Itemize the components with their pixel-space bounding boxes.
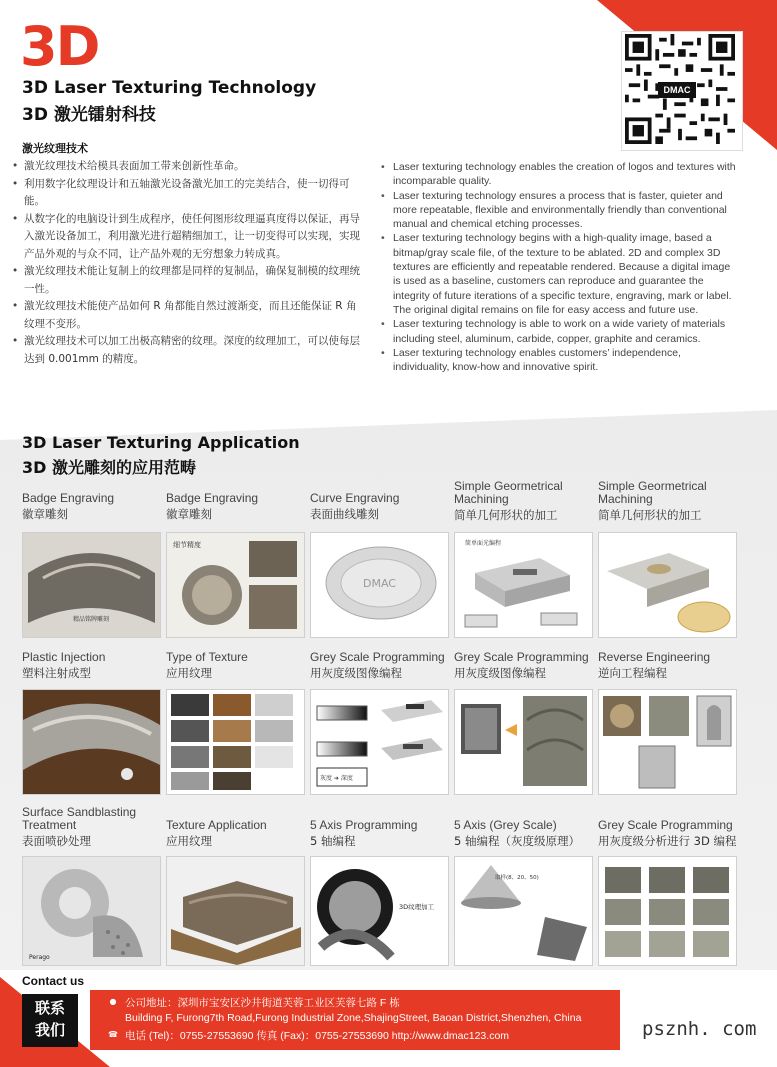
list-item: • Laser texturing technology is able to work on a wide variety of materials including steel, aluminum, carbide, copper, graphite and ceramics.: [380, 317, 740, 346]
card-title-cn: 塑料注射成型: [22, 666, 91, 680]
grey-scale-illustration: [311, 690, 448, 794]
card-image: [166, 532, 305, 638]
geometry-block-illustration: [455, 533, 592, 637]
card-title-cn: 表面曲线雕刻: [310, 507, 379, 521]
card-image: [166, 856, 305, 966]
card-image: [166, 689, 305, 795]
application-card-grey-scale-1: [310, 650, 450, 782]
card-caption: DMAC: [363, 577, 396, 590]
badge-engraving-illustration: [23, 533, 160, 637]
contact-badge: [22, 994, 78, 1047]
card-title-en: Curve Engraving: [310, 491, 400, 505]
stone-relief-illustration: [455, 690, 592, 794]
card-image: [454, 689, 593, 795]
card-title-cn: 徽章雕刻: [166, 507, 212, 521]
contact-address-en: Building F, Furong7th Road,Furong Industrial Zone,ShajingStreet, Baoan District,Shenzhen, China: [125, 1012, 582, 1024]
texture-samples-illustration: [167, 690, 304, 794]
application-card-sandblasting: [22, 805, 162, 961]
list-item: • 激光纹理技术能让复制上的纹理都是同样的复制品，确保复制模的纹理统一性。: [10, 263, 365, 298]
brand-logo: 3D: [20, 15, 99, 78]
application-card-5-axis-programming: [310, 818, 450, 911]
grey-scale-3d-illustration: [599, 857, 736, 965]
application-title-cn: 3D 激光雕刻的应用范畴: [22, 458, 196, 477]
phone-icon: ☎: [108, 1030, 118, 1039]
card-caption: 细节精度: [173, 541, 201, 549]
card-title-en: Badge Engraving: [22, 491, 115, 505]
contact-address-cn: 公司地址：深圳市宝安区沙井街道芙蓉工业区芙蓉七路 F 栋: [125, 997, 400, 1009]
application-card-grey-scale-3d: [598, 819, 738, 849]
application-card-badge-engraving-2: [166, 491, 306, 549]
badge-detail-illustration: [167, 533, 304, 637]
application-card-5-axis-grey-scale: [454, 818, 594, 881]
card-title-cn: 应用纹理: [166, 666, 212, 680]
application-card-grey-scale-2: [454, 651, 594, 681]
application-card-curve-engraving: [310, 491, 450, 590]
card-title-en: Badge Engraving: [166, 491, 259, 505]
application-card-type-of-texture: [166, 651, 306, 681]
card-title-cn: 简单几何形状的加工: [454, 508, 558, 522]
contact-phone[interactable]: 电话 (Tel)：0755-27553690 传真 (Fax)：0755-27553690 http://www.dmac123.com: [125, 1030, 510, 1042]
card-title-en: Grey Scale Programming: [454, 650, 589, 664]
card-caption: 取样(8、20、50): [495, 875, 539, 881]
list-item: • 利用数字化纹理设计和五轴激光设备激光加工的完美结合，使一切得可能。: [10, 176, 365, 211]
card-title-en: Plastic Injection: [22, 650, 106, 664]
card-title-en: Simple Geormetrical Machining: [598, 479, 707, 506]
list-item: • Laser texturing technology ensures a process that is faster, quieter and more repeatable, flexible and environmentally friendly than conventional manual and chemical etching processes.: [380, 189, 740, 232]
contact-heading: Contact us: [22, 974, 85, 988]
application-card-simple-geometry-1: [454, 479, 594, 547]
list-item: • Laser texturing technology begins with a high-quality image, based a bitmap/gray scale file, of the texture to be ablated. 2D and complex 3D textures are efficiently and repeatable rendered. Because a digital image is used as a baseline, customers can reproduce and guarantee the integrity of future iterations of a specific texture, engraving, mark or label. The original digital remains on file for easy access and future use.: [380, 231, 740, 317]
card-image: [598, 689, 737, 795]
card-image: [310, 689, 449, 795]
card-title-en: 5 Axis (Grey Scale): [454, 818, 557, 832]
card-title-cn: 应用纹理: [166, 834, 212, 848]
technology-list-en: [380, 160, 740, 374]
injection-mold-illustration: [23, 690, 160, 794]
card-title-cn: 表面喷砂处理: [22, 834, 91, 848]
list-item: • Laser texturing technology enables the creation of logos and textures with incomparable quality.: [380, 160, 740, 189]
application-card-reverse-engineering: [598, 651, 738, 681]
card-caption: 3D纹理加工: [399, 903, 435, 911]
reverse-engineering-illustration: [599, 690, 736, 794]
card-image: [598, 856, 737, 966]
card-title-en: Grey Scale Programming: [310, 650, 445, 664]
technology-heading: 激光纹理技术: [22, 142, 88, 155]
five-axis-illustration: [311, 857, 448, 965]
card-title-cn: 用灰度级图像编程: [454, 666, 546, 680]
card-image: [454, 532, 593, 638]
card-caption: 精品铭牌雕刻: [73, 616, 110, 623]
page-title-en: 3D Laser Texturing Technology: [22, 78, 317, 98]
card-image: [454, 856, 593, 966]
card-title-en: Grey Scale Programming: [598, 818, 733, 832]
technology-list-cn: [10, 158, 365, 368]
textured-block-illustration: [167, 857, 304, 965]
card-image: [310, 532, 449, 638]
list-item: • 激光纹理技术可以加工出极高精密的纹理。深度的纹理加工，可以使每层达到 0.001mm 的精度。: [10, 333, 365, 368]
card-title-cn: 逆向工程编程: [598, 666, 667, 680]
location-icon: ●: [107, 996, 119, 1008]
watermark-text: psznh. com: [642, 1018, 757, 1040]
card-title-cn: 用灰度级分析进行 3D 编程: [598, 834, 737, 848]
list-item: • 从数字化的电脑设计到生成程序，使任何图形纹理逼真度得以保证，再导入激光设备加工，利用激光进行超精细加工，让一切变得可以实现，实现产品外观的与众不同，让产品外观的无穷想象力转成真。: [10, 211, 365, 264]
card-title-cn: 5 轴编程（灰度级原理）: [454, 834, 580, 848]
card-title-en: Surface Sandblasting Treatment: [22, 805, 137, 832]
contact-badge-line: 联系: [34, 999, 65, 1017]
contact-badge-line: 我们: [34, 1021, 65, 1039]
application-card-texture-application: [166, 819, 306, 849]
card-image: [22, 532, 161, 638]
card-image: [22, 689, 161, 795]
card-image: [22, 856, 161, 966]
application-card-simple-geometry-2: [598, 480, 738, 523]
list-item: • 激光纹理技术给模具表面加工带来创新性革命。: [10, 158, 365, 176]
card-title-cn: 徽章雕刻: [22, 507, 68, 521]
list-item: • 激光纹理技术能使产品如何 R 角都能自然过渡渐变，而且还能保证 R 角纹理不变形。: [10, 298, 365, 333]
card-title-cn: 用灰度级图像编程: [310, 666, 402, 680]
card-title-cn: 5 轴编程: [310, 834, 356, 848]
card-title-cn: 简单几何形状的加工: [598, 508, 702, 522]
application-card-badge-engraving-1: [22, 491, 162, 623]
card-caption: 简单面光编程: [465, 540, 502, 547]
card-title-en: Texture Application: [166, 818, 267, 832]
card-title-en: Type of Texture: [166, 650, 248, 664]
curve-disc-illustration: [311, 533, 448, 637]
qr-center-logo: DMAC: [658, 82, 696, 98]
card-caption: Perago: [29, 954, 50, 961]
card-image: [598, 532, 737, 638]
card-title-en: Simple Geormetrical Machining: [454, 479, 563, 506]
list-item: • Laser texturing technology enables customers’ independence, individuality, know-how and innovative spirit.: [380, 346, 740, 375]
cone-illustration: [455, 857, 592, 965]
page-title-cn: 3D 激光镭射科技: [22, 105, 156, 125]
card-title-en: 5 Axis Programming: [310, 818, 418, 832]
card-title-en: Reverse Engineering: [598, 650, 711, 664]
application-title-en: 3D Laser Texturing Application: [22, 433, 300, 452]
geometry-dish-illustration: [599, 533, 736, 637]
card-caption: 灰度 ➜ 深度: [320, 775, 353, 782]
card-image: [310, 856, 449, 966]
application-card-plastic-injection: [22, 651, 162, 681]
sandblasting-illustration: [23, 857, 160, 965]
